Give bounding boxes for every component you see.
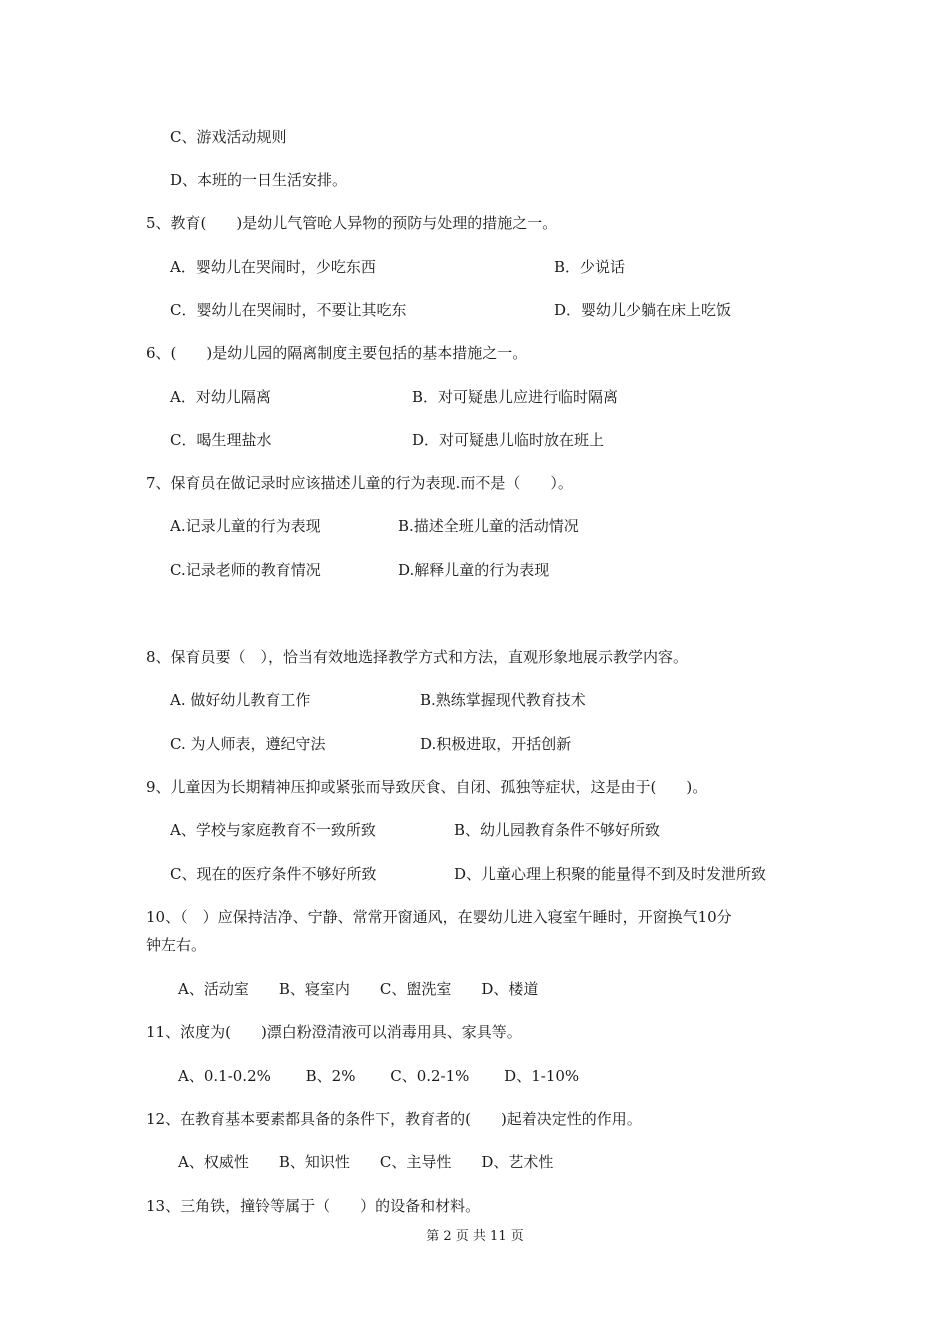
question-11: 11、浓度为( )漂白粉澄清液可以消毒用具、家具等。 xyxy=(146,1023,522,1041)
question-5-option-d: D．婴幼儿少躺在床上吃饭 xyxy=(554,301,732,319)
question-7-option-c: C.记录老师的教育情况 xyxy=(170,561,321,579)
question-10-continued: 钟左右。 xyxy=(146,936,207,954)
question-8-option-c: C. 为人师表，遵纪守法 xyxy=(170,735,326,753)
question-8-option-d: D.积极进取，开括创新 xyxy=(420,735,572,753)
question-5-option-c: C．婴幼儿在哭闹时，不要让其吃东 xyxy=(170,301,407,319)
question-10-options: A、活动室 B、寝室内 C、盥洗室 D、楼道 xyxy=(178,980,539,998)
question-6-option-c: C．喝生理盐水 xyxy=(170,431,272,449)
question-9-option-c: C、现在的医疗条件不够好所致 xyxy=(170,865,377,883)
question-12: 12、在教育基本要素都具备的条件下，教育者的( )起着决定性的作用。 xyxy=(146,1110,642,1128)
question-13: 13、三角铁，撞铃等属于（ ）的设备和材料。 xyxy=(146,1197,481,1215)
option-d: D、本班的一日生活安排。 xyxy=(170,171,348,189)
question-9-option-b: B、幼儿园教育条件不够好所致 xyxy=(454,821,661,839)
question-5-option-a: A．婴幼儿在哭闹时，少吃东西 xyxy=(170,258,376,276)
question-10: 10、（ ）应保持洁净、宁静、常常开窗通风，在婴幼儿进入寝室午睡时，开窗换气10分 xyxy=(146,908,732,926)
question-6-option-d: D．对可疑患儿临时放在班上 xyxy=(412,431,605,449)
page-footer: 第 2 页 共 11 页 xyxy=(426,1229,524,1244)
question-9-option-a: A、学校与家庭教育不一致所致 xyxy=(170,821,376,839)
question-6-option-b: B．对可疑患儿应进行临时隔离 xyxy=(412,388,619,406)
question-7-option-a: A.记录儿童的行为表现 xyxy=(170,517,321,535)
question-8-option-a: A. 做好幼儿教育工作 xyxy=(170,691,311,709)
question-9-option-d: D、儿童心理上积聚的能量得不到及时发泄所致 xyxy=(454,865,767,883)
question-6-option-a: A．对幼儿隔离 xyxy=(170,388,271,406)
question-9: 9、儿童因为长期精神压抑或紧张而导致厌食、自闭、孤独等症状，这是由于( )。 xyxy=(146,778,708,796)
question-7-option-b: B.描述全班儿童的活动情况 xyxy=(398,517,579,535)
question-7-option-d: D.解释儿童的行为表现 xyxy=(398,561,550,579)
question-11-options: A、0.1-0.2% B、2% C、0.2-1% D、1-10% xyxy=(178,1067,580,1085)
question-8: 8、保育员要（ ），恰当有效地选择教学方式和方法，直观形象地展示教学内容。 xyxy=(146,648,689,666)
question-6: 6、( )是幼儿园的隔离制度主要包括的基本措施之一。 xyxy=(146,344,528,362)
question-7: 7、保育员在做记录时应该描述儿童的行为表现.而不是（ ）。 xyxy=(146,474,573,492)
question-8-option-b: B.熟练掌握现代教育技术 xyxy=(420,691,586,709)
option-c: C、游戏活动规则 xyxy=(170,128,287,146)
question-5: 5、教育( )是幼儿气管呛人异物的预防与处理的措施之一。 xyxy=(146,214,558,232)
question-5-option-b: B．少说话 xyxy=(554,258,626,276)
question-12-options: A、权威性 B、知识性 C、主导性 D、艺术性 xyxy=(178,1153,554,1171)
